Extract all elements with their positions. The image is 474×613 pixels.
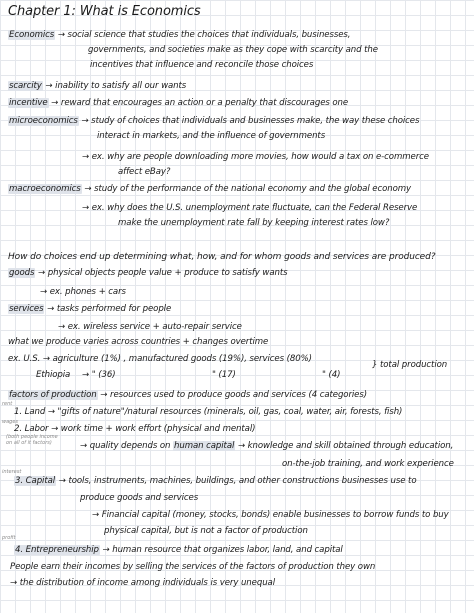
section-question: How do choices end up determining what, how, and for whom goods and services are produced? xyxy=(8,252,436,262)
microeconomics-definition xyxy=(8,116,419,126)
capital-def-line1: → tools, instruments, machines, buildings, and other constructions businesses use to xyxy=(58,476,417,486)
services-definition xyxy=(8,304,171,314)
microeconomics-example-line1: → ex. why are people downloading more movies, how would a tax on e-commerce xyxy=(82,152,429,162)
margin-note-wages: wages xyxy=(2,419,19,425)
production-ethiopia-label: Ethiopia xyxy=(36,370,71,380)
margin-note-wages-detail2: on all of it factors) xyxy=(6,440,52,446)
macroeconomics-def: → study of the performance of the national economy and the global economy xyxy=(84,184,411,194)
production-ethiopia-agriculture: → " (36) xyxy=(82,370,116,380)
macroeconomics-example-line1: → ex. why does the U.S. unemployment rate fluctuate, can the Federal Reserve xyxy=(82,203,418,213)
services-def: → tasks performed for people xyxy=(47,304,172,314)
incentive-term: incentive xyxy=(9,98,48,108)
factors-def: → resources used to produce goods and services (4 categories) xyxy=(100,390,367,400)
financial-capital-line1: → Financial capital (money, stocks, bonds) enable businesses to borrow funds to buy xyxy=(92,510,449,520)
microeconomics-term: microeconomics xyxy=(9,116,78,126)
services-example: → ex. wireless service + auto-repair service xyxy=(58,322,242,332)
economics-term: Economics xyxy=(9,30,55,40)
factor-entrepreneurship xyxy=(14,545,343,555)
human-capital-def-line2: on-the-job training, and work experience xyxy=(282,459,454,469)
scarcity-definition xyxy=(8,81,186,91)
human-capital-line xyxy=(80,441,453,451)
entrepreneurship-def: → human resource that organizes labor, land, and capital xyxy=(102,545,343,555)
human-capital-term: human capital xyxy=(174,441,235,451)
incentive-def: → reward that encourages an action or a penalty that discourages one xyxy=(51,98,349,108)
production-total-label: } total production xyxy=(372,360,448,370)
production-ethiopia-manufactured: " (17) xyxy=(212,370,236,380)
goods-def: → physical objects people value + produce to satisfy wants xyxy=(38,268,288,278)
services-term: services xyxy=(9,304,44,314)
macroeconomics-definition xyxy=(8,184,411,194)
factor-land: 1. Land → "gifts of nature"/natural resources (minerals, oil, gas, coal, water, air, forests, fish) xyxy=(14,407,403,417)
entrepreneurship-term: 4. Entrepreneurship xyxy=(15,545,99,555)
human-capital-def-line1: → knowledge and skill obtained through education, xyxy=(237,441,454,451)
microeconomics-def-line2: interact in markets, and the influence of governments xyxy=(97,131,326,141)
production-variation: what we produce varies across countries + changes overtime xyxy=(8,337,269,347)
factors-definition xyxy=(8,390,367,400)
scarcity-term: scarcity xyxy=(9,81,42,91)
incentive-definition xyxy=(8,98,348,108)
factor-capital xyxy=(14,476,416,486)
margin-note-wages-detail1: (both people income xyxy=(6,434,58,440)
microeconomics-example-line2: affect eBay? xyxy=(118,167,171,177)
production-us: ex. U.S. → agriculture (1%) , manufactured goods (19%), services (80%) xyxy=(8,354,312,364)
scarcity-def: → inability to satisfy all our wants xyxy=(45,81,187,91)
microeconomics-def-line1: → study of choices that individuals and businesses make, the way these choices xyxy=(81,116,420,126)
economics-definition xyxy=(8,30,350,40)
goods-example: → ex. phones + cars xyxy=(40,287,126,297)
capital-def-line2: produce goods and services xyxy=(80,493,199,503)
human-capital-prefix: → quality depends on xyxy=(80,441,171,451)
economics-def-line2: governments, and societies make as they cope with scarcity and the xyxy=(88,45,378,55)
financial-capital-line2: physical capital, but is not a factor of production xyxy=(104,526,308,536)
factor-labor: 2. Labor → work time + work effort (physical and mental) xyxy=(14,424,256,434)
macroeconomics-example-line2: make the unemployment rate fall by keeping interest rates low? xyxy=(118,218,390,228)
economics-def-line3: incentives that influence and reconcile those choices xyxy=(90,60,314,70)
income-line2: → the distribution of income among individuals is very unequal xyxy=(10,578,275,588)
margin-note-interest: interest xyxy=(2,469,22,475)
capital-term: 3. Capital xyxy=(15,476,56,486)
page-title: Chapter 1: What is Economics xyxy=(8,4,201,19)
economics-def-line1: → social science that studies the choices that individuals, businesses, xyxy=(57,30,351,40)
factors-term: factors of production xyxy=(9,390,97,400)
production-ethiopia-services: " (4) xyxy=(322,370,341,380)
margin-note-rent: rent xyxy=(2,401,13,407)
macroeconomics-term: macroeconomics xyxy=(9,184,81,194)
margin-note-profit: profit xyxy=(2,535,16,541)
goods-definition xyxy=(8,268,288,278)
income-line1: People earn their incomes by selling the services of the factors of production they own xyxy=(10,562,376,572)
goods-term: goods xyxy=(9,268,35,278)
